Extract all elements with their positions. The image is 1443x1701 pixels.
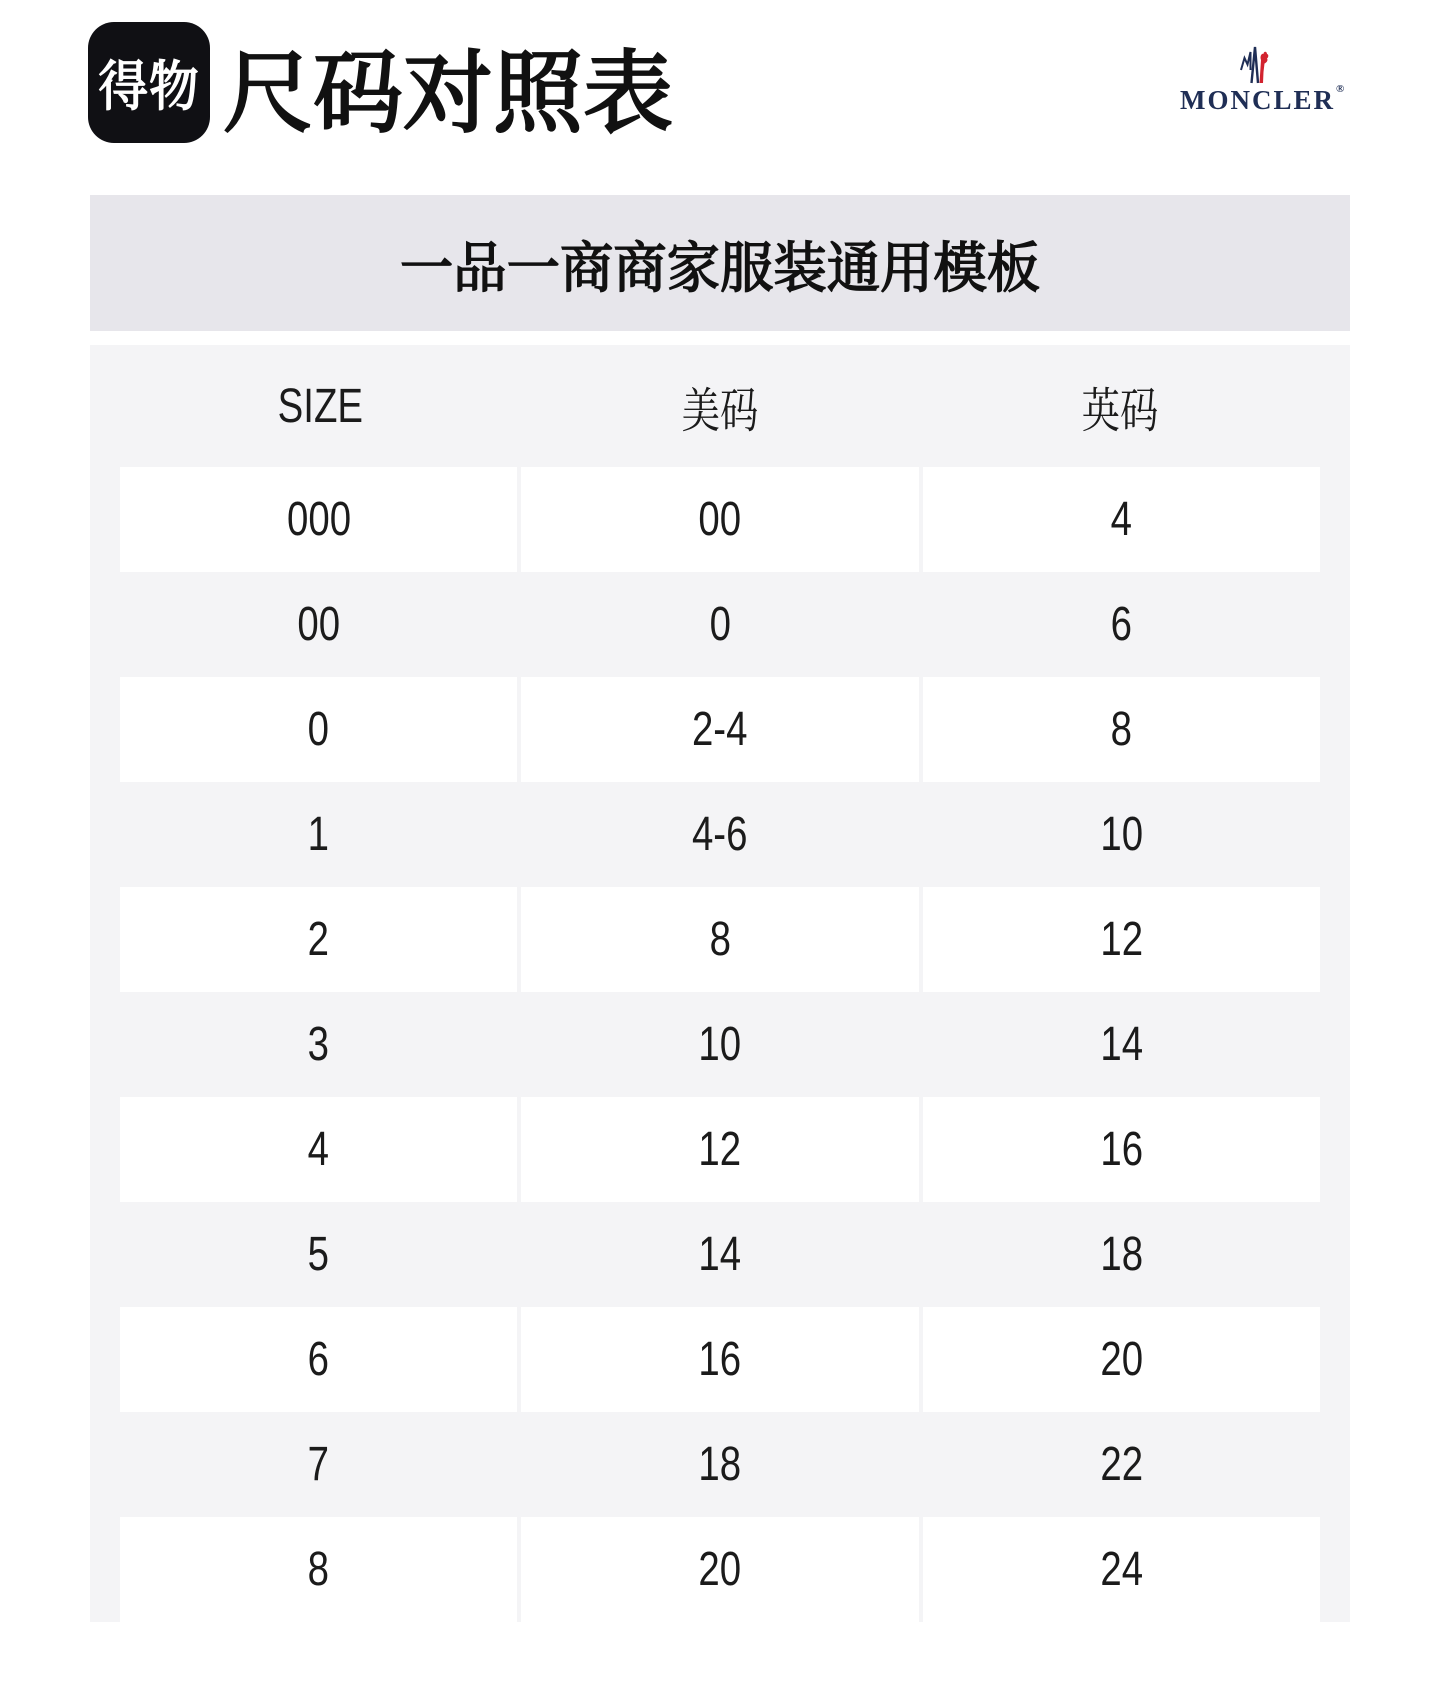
table-cell: 14	[698, 1228, 742, 1281]
table-cell: 0	[120, 677, 517, 782]
table-cell: 18	[698, 1438, 742, 1491]
table-row	[120, 887, 1320, 992]
table-cell: 12	[521, 1097, 918, 1202]
table-cell: 6	[120, 1307, 517, 1412]
table-row	[120, 782, 1320, 887]
table-header-row	[120, 345, 1320, 467]
table-row	[120, 1412, 1320, 1517]
table-cell: 20	[521, 1517, 918, 1622]
table-cell: 16	[923, 1097, 1320, 1202]
registered-trademark-symbol: ®	[1336, 83, 1345, 95]
moncler-emblem-icon	[1239, 44, 1269, 84]
table-cell: 12	[923, 887, 1320, 992]
table-row	[120, 1517, 1320, 1622]
table-cell: 16	[521, 1307, 918, 1412]
table-cell: 8	[521, 887, 918, 992]
table-cell: 2	[120, 887, 517, 992]
table-cell: 18	[1099, 1228, 1143, 1281]
table-cell: 2-4	[521, 677, 918, 782]
size-table	[90, 345, 1350, 1622]
table-row	[120, 1097, 1320, 1202]
table-cell: 10	[698, 1018, 742, 1071]
template-banner	[90, 195, 1350, 331]
dewu-logo	[88, 22, 210, 143]
table-cell: 000	[120, 467, 517, 572]
table-cell: 1	[307, 808, 330, 861]
moncler-wordmark	[1180, 83, 1345, 115]
table-cell: 8	[923, 677, 1320, 782]
moncler-logo	[1180, 44, 1345, 115]
banner-title: 一品一商商家服装通用模板	[399, 236, 1041, 299]
table-cell: 14	[1099, 1018, 1143, 1071]
table-row	[120, 467, 1320, 572]
table-cell: 10	[1099, 808, 1143, 861]
table-cell: 6	[1110, 598, 1133, 651]
table-cell: 4	[120, 1097, 517, 1202]
table-cell: 0	[709, 598, 731, 651]
table-cell: 4-6	[692, 808, 748, 861]
table-cell: 4	[923, 467, 1320, 572]
table-body	[120, 467, 1320, 1622]
table-row	[120, 1202, 1320, 1307]
table-row	[120, 572, 1320, 677]
table-cell: 24	[923, 1517, 1320, 1622]
table-row	[120, 1307, 1320, 1412]
dewu-logo-text: 得物	[98, 57, 200, 117]
moncler-wordmark-text: MONCLER	[1180, 85, 1335, 115]
table-cell: 7	[307, 1438, 330, 1491]
table-cell: 22	[1099, 1438, 1143, 1491]
table-row	[120, 677, 1320, 782]
page-title: 尺码对照表	[223, 44, 673, 144]
column-header-us: 美码	[681, 384, 759, 438]
table-cell: 20	[923, 1307, 1320, 1412]
table-cell: 8	[120, 1517, 517, 1622]
table-cell: 00	[521, 467, 918, 572]
column-header-size: SIZE	[277, 379, 363, 433]
table-row	[120, 992, 1320, 1097]
column-header-uk: 英码	[1081, 384, 1159, 438]
table-cell: 5	[307, 1228, 330, 1281]
table-cell: 00	[297, 598, 341, 651]
table-cell: 3	[307, 1018, 330, 1071]
